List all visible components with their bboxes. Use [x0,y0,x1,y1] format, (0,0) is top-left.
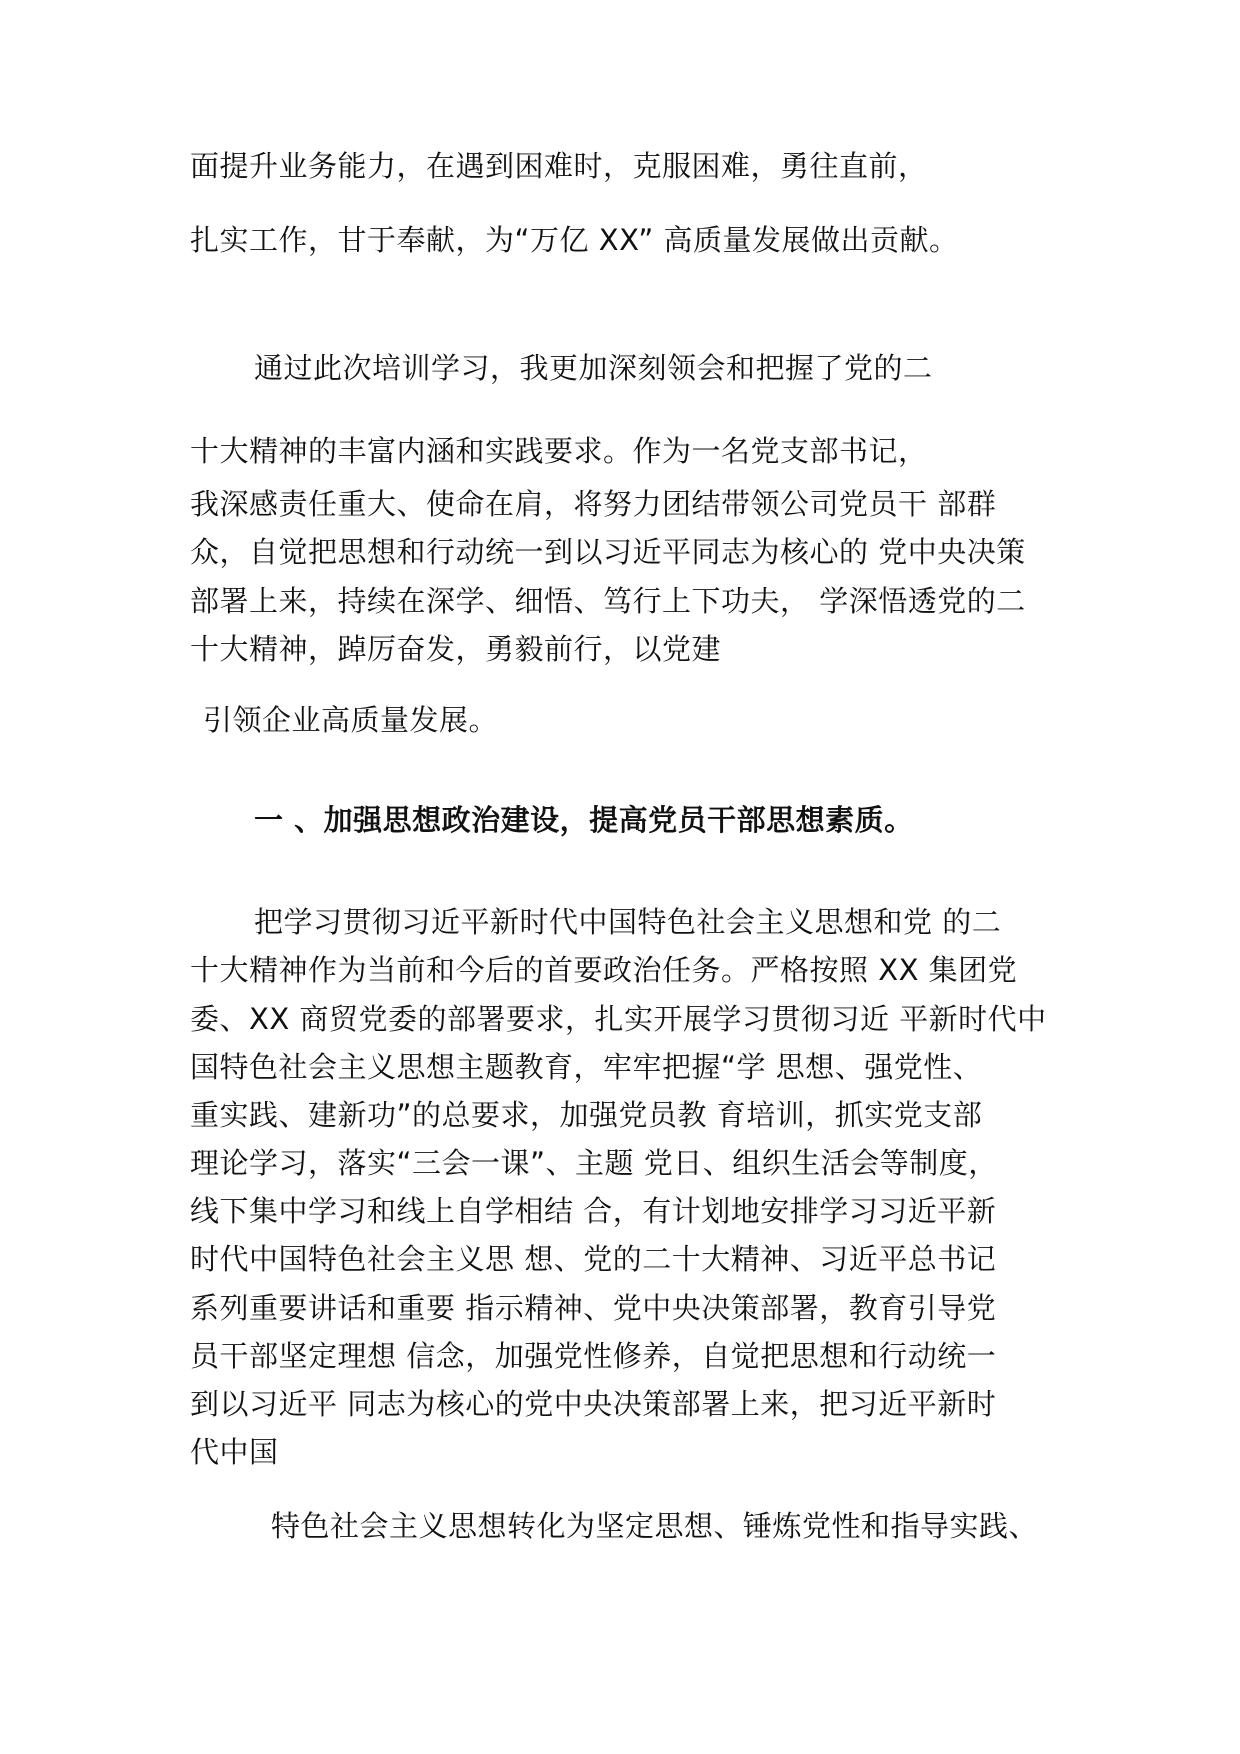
text-line: 部署上来，持续在深学、细悟、笃行上下功夫， 学深悟透党的二 [190,584,1026,618]
text-line: 线下集中学习和线上自学相结 合，有计划地安排学习习近平新 [190,1194,997,1228]
paragraph-start-line: 把学习贯彻习近平新时代中国特色社会主义思想和党 的二 [254,905,1002,939]
text-line: 十大精神作为当前和今后的首要政治任务。严格按照 XX 集团党 [190,953,1018,987]
text-line: 众，自觉把思想和行动统一到以习近平同志为核心的 党中央决策 [190,535,1026,569]
text-line: 委、XX 商贸党委的部署要求，扎实开展学习贯彻习近 平新时代中 [190,1002,1047,1036]
text-line: 十大精神的丰富内涵和实践要求。作为一名党支部书记， [190,434,928,468]
text-line: 我深感责任重大、使命在肩，将努力团结带领公司党员干 部群 [190,487,997,521]
text-line: 理论学习，落实“三会一课”、主题 党日、组织生活会等制度， [190,1146,998,1180]
text-line: 国特色社会主义思想主题教育，牢牢把握“学 思想、强党性、 [190,1050,983,1084]
text-line: 重实践、建新功”的总要求，加强党员教 育培训，抓实党支部 [190,1098,983,1132]
text-line: 时代中国特色社会主义思 想、党的二十大精神、习近平总书记 [190,1242,997,1276]
paragraph-start-line: 特色社会主义思想转化为坚定思想、锤炼党性和指导实践、 [271,1509,1039,1543]
text-line: 引领企业高质量发展。 [203,703,499,737]
text-line: 扎实工作，甘于奉献，为“万亿 XX” 高质量发展做出贡献。 [190,223,959,257]
text-line: 到以习近平 同志为核心的党中央决策部署上来，把习近平新时 [190,1387,997,1421]
text-line: 十大精神，踔厉奋发，勇毅前行，以党建 [190,632,722,666]
section-heading: 一 、加强思想政治建设，提高党员干部思想素质。 [254,803,914,837]
text-line: 面提升业务能力，在遇到困难时，克服困难，勇往直前， [190,149,928,183]
text-line: 代中国 [190,1435,279,1469]
text-line: 员干部坚定理想 信念，加强党性修养，自觉把思想和行动统一 [190,1339,997,1373]
text-line: 系列重要讲话和重要 指示精神、党中央决策部署，教育引导党 [190,1291,997,1325]
paragraph-start-line: 通过此次培训学习，我更加深刻领会和把握了党的二 [254,351,933,385]
